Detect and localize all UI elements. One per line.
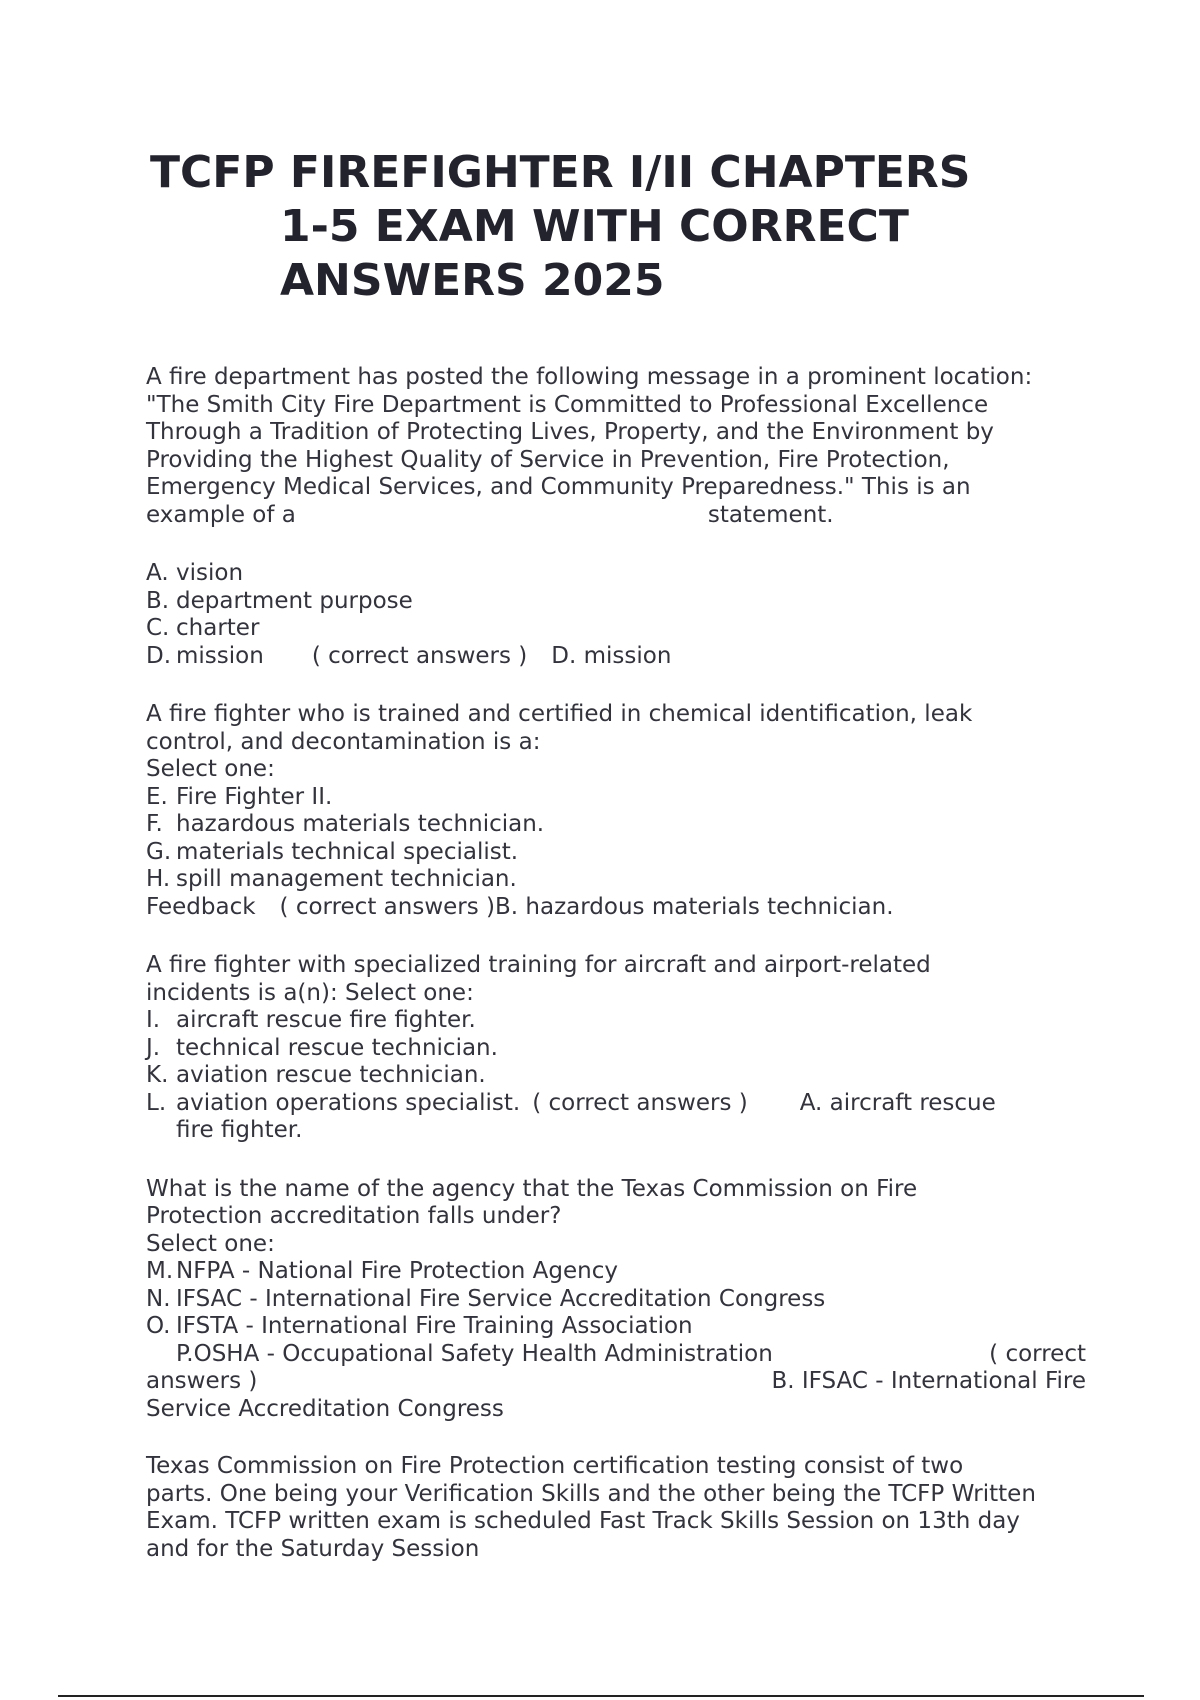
q3-line: A fire fighter with specialized training for aircraft and airport-related [146, 952, 931, 978]
q2-line: Select one: [146, 756, 275, 782]
answer-row [146, 1368, 1086, 1396]
q2-feedback-line [146, 894, 1086, 922]
q1-line: Providing the Highest Quality of Service in Prevention, Fire Protection, [146, 446, 950, 473]
q5-line: Exam. TCFP written exam is scheduled Fast Track Skills Session on 13th day [146, 1508, 1020, 1534]
q3-line: incidents is a(n): Select one: [146, 979, 474, 1006]
option-item [146, 1341, 1086, 1369]
answer-text: A. aircraft rescue [799, 1089, 996, 1116]
q1-line: Emergency Medical Services, and Community Preparedness." This is an [146, 474, 971, 500]
q2-line: control, and decontamination is a: [146, 728, 541, 755]
q5-line: Texas Commission on Fire Protection certification testing consist of two [146, 1453, 964, 1479]
option-text: charter [176, 615, 260, 641]
feedback-label: Feedback [146, 893, 256, 920]
option-item [146, 560, 1086, 588]
answer-label: answers ) [146, 1368, 258, 1394]
option-letter: M. [146, 1258, 174, 1284]
option-text: spill management technician. [176, 866, 517, 892]
q1-last-line [146, 502, 1086, 530]
option-item [146, 643, 1086, 671]
option-text: mission [176, 642, 264, 669]
option-letter: H. [146, 866, 171, 892]
option-letter: C. [146, 615, 170, 641]
q4-line: What is the name of the agency that the Texas Commission on Fire [146, 1175, 918, 1202]
option-text: NFPA - National Fire Protection Agency [176, 1258, 618, 1284]
option-text: aviation operations specialist. [176, 1089, 521, 1116]
option-item [146, 1313, 1086, 1341]
option-letter: L. [146, 1089, 167, 1116]
q4-line: Protection accreditation falls under? [146, 1203, 562, 1229]
answer-label: ( correct answers ) [311, 642, 528, 669]
q1-line: Through a Tradition of Protecting Lives, Property, and the Environment by [146, 419, 994, 445]
option-letter: J. [146, 1034, 161, 1061]
question-1 [146, 364, 1086, 529]
option-text: hazardous materials technician. [176, 811, 545, 837]
option-item [146, 588, 1086, 616]
option-letter: B. [146, 587, 170, 614]
question-2 [146, 701, 1086, 921]
option-item [146, 811, 1086, 839]
option-letter: G. [146, 838, 172, 865]
page-bottom-rule [58, 1695, 1144, 1697]
option-item [146, 839, 1086, 867]
option-letter: I. [146, 1007, 161, 1033]
option-text: IFSTA - International Fire Training Association [176, 1313, 693, 1339]
question-4 [146, 1176, 1086, 1424]
q2-line: A fire fighter who is trained and certified in chemical identification, leak [146, 701, 973, 727]
option-item [146, 1062, 1086, 1090]
option-text: vision [176, 560, 244, 586]
option-text: IFSAC - International Fire Service Accreditation Congress [176, 1285, 826, 1312]
answer-label: ( correct answers ) [532, 1089, 748, 1116]
document-body [146, 364, 1086, 1563]
option-item [146, 784, 1086, 812]
title-line-3: ANSWERS 2025 [280, 255, 665, 306]
answer-continuation: fire fighter. [176, 1117, 303, 1143]
option-letter: K. [146, 1062, 169, 1088]
option-letter: D. [146, 642, 172, 669]
q5-line: parts. One being your Verification Skills and the other being the TCFP Written [146, 1480, 1036, 1507]
option-letter: O. [146, 1313, 171, 1339]
title-line-1: TCFP FIREFIGHTER I/II CHAPTERS [150, 147, 971, 198]
option-text: Fire Fighter II. [176, 783, 333, 810]
option-text: aviation rescue technician. [176, 1062, 486, 1088]
option-item [146, 615, 1086, 643]
question-5 [146, 1453, 1086, 1563]
answer-label: ( correct [989, 1340, 1086, 1367]
option-text: aircraft rescue fire fighter. [176, 1007, 476, 1033]
q1-last-end: statement. [707, 501, 834, 528]
option-text: P.OSHA - Occupational Safety Health Administration [176, 1340, 773, 1367]
option-letter: E. [146, 783, 168, 810]
option-text: materials technical specialist. [176, 838, 519, 865]
title-line-2: 1-5 EXAM WITH CORRECT [280, 201, 909, 252]
option-letter: F. [146, 811, 163, 837]
option-text: technical rescue technician. [176, 1034, 498, 1061]
option-item [146, 866, 1086, 894]
q1-options [146, 560, 1086, 670]
option-letter: A. [146, 560, 169, 586]
option-text: department purpose [176, 587, 413, 614]
q1-line: "The Smith City Fire Department is Committed to Professional Excellence [146, 391, 989, 418]
answer-text: D. mission [551, 642, 672, 669]
option-item [146, 1035, 1086, 1063]
q1-last-start: example of a [146, 501, 296, 528]
q5-line: and for the Saturday Session [146, 1535, 480, 1562]
option-item [146, 1090, 1086, 1118]
answer-text: B. hazardous materials technician. [495, 893, 894, 920]
option-item [146, 1258, 1086, 1286]
page-title [150, 146, 1050, 308]
option-item [146, 1286, 1086, 1314]
answer-text: B. IFSAC - International Fire [771, 1368, 1086, 1394]
answer-label: ( correct answers ) [279, 893, 495, 920]
q1-line: A fire department has posted the following message in a prominent location: [146, 364, 1033, 390]
option-item [146, 1007, 1086, 1035]
option-letter: N. [146, 1285, 171, 1312]
answer-continuation: Service Accreditation Congress [146, 1395, 504, 1422]
q4-line: Select one: [146, 1230, 275, 1257]
question-3 [146, 952, 1086, 1145]
